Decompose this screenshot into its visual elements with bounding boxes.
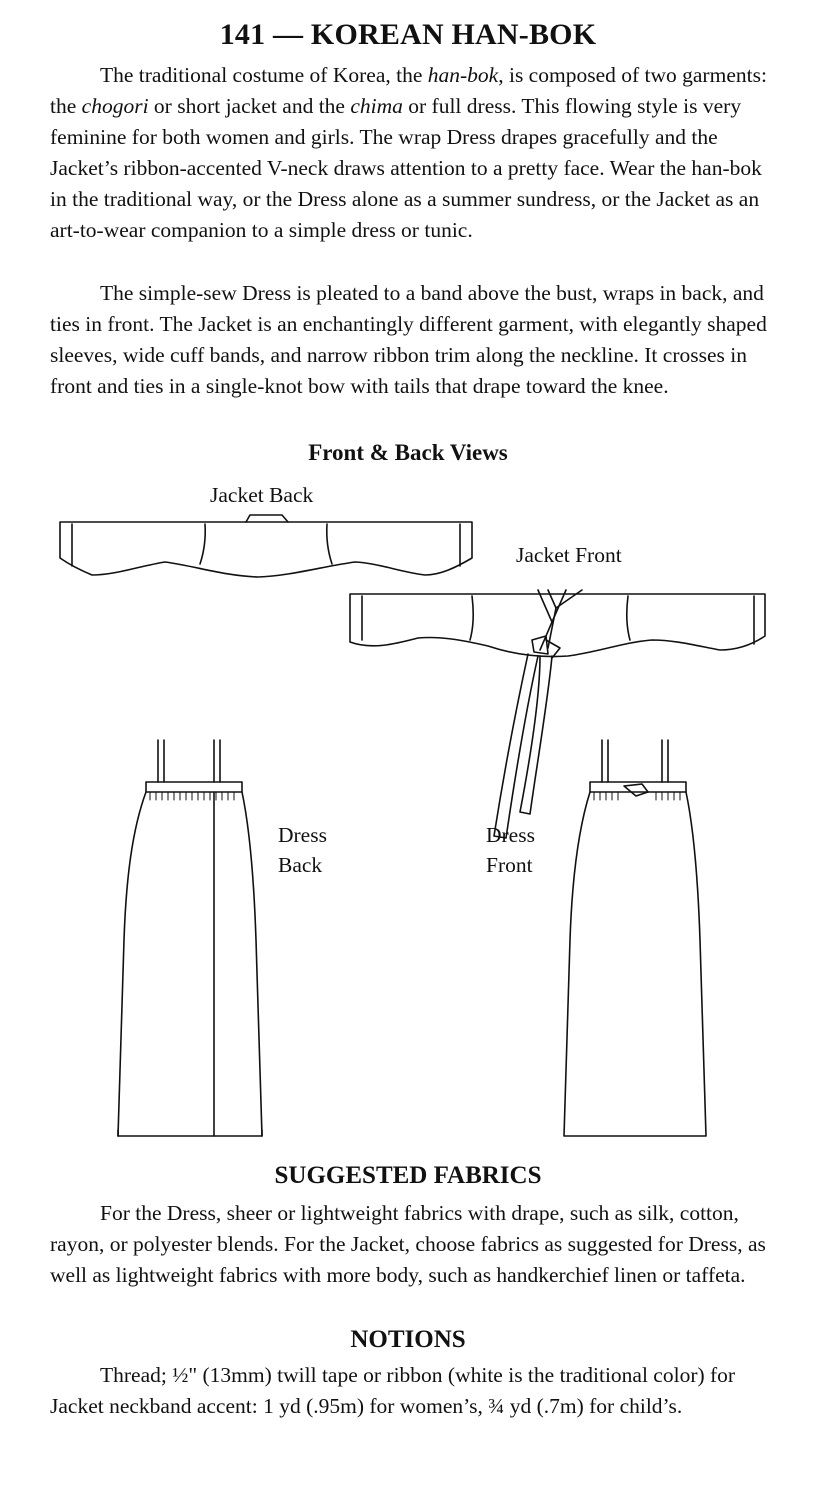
- intro-text-4: or full dress. This flowing style is very feminine for both women and girls. The wrap Dress drapes gracefully and the Jacket’s ribbon-accented V-neck draws attention to a pretty face. Wear the han-bok in the traditional way, or the Dress alone as a summer sundress, or the Jacket as an art-to-wear companion to a simple dress or tunic.: [50, 94, 762, 242]
- term-chogori: chogori: [81, 94, 149, 118]
- notions-heading: NOTIONS: [350, 1326, 466, 1353]
- dress-front-drawing: [564, 740, 706, 1136]
- jacket-back-drawing: [60, 515, 472, 577]
- views-heading: Front & Back Views: [308, 440, 508, 465]
- dress-back-label-line1: Dress: [278, 823, 327, 847]
- term-han-bok: han-bok: [427, 63, 499, 87]
- intro-text-3: or short jacket and the: [148, 94, 351, 118]
- jacket-front-label: Jacket Front: [516, 543, 622, 567]
- intro-text-2: , is composed of two garments: the: [50, 63, 767, 118]
- page-title: 141 — KOREAN HAN-BOK: [219, 18, 597, 51]
- jacket-front-drawing: [350, 590, 765, 838]
- garment-illustrations: [0, 470, 816, 1160]
- dress-back-drawing: [118, 740, 262, 1136]
- dress-front-label-line2: Front: [486, 853, 533, 877]
- dress-front-label-line1: Dress: [486, 823, 535, 847]
- intro-text-1: The traditional costume of Korea, the: [100, 63, 428, 87]
- dress-back-label-line2: Back: [278, 853, 323, 877]
- jacket-back-label: Jacket Back: [210, 483, 314, 507]
- term-chima: chima: [350, 94, 403, 118]
- fabrics-paragraph: For the Dress, sheer or lightweight fabrics with drape, such as silk, cotton, rayon, or polyester blends. For the Jacket, choose fabrics as suggested for Dress, as well as lightweight fabrics with more body, such as handkerchief linen or taffeta.: [50, 1201, 766, 1287]
- description-paragraph: The simple-sew Dress is pleated to a band above the bust, wraps in back, and ties in front. The Jacket is an enchantingly different garment, with elegantly shaped sleeves, wide cuff bands, and narrow ribbon trim along the neckline. It crosses in front and ties in a single-knot bow with tails that drape toward the knee.: [50, 281, 767, 398]
- notions-paragraph: Thread; ½" (13mm) twill tape or ribbon (white is the traditional color) for Jacket neckband accent: 1 yd (.95m) for women’s, ¾ yd (.7m) for child’s.: [50, 1363, 736, 1418]
- fabrics-heading: SUGGESTED FABRICS: [274, 1162, 542, 1189]
- intro-paragraph: [50, 60, 775, 246]
